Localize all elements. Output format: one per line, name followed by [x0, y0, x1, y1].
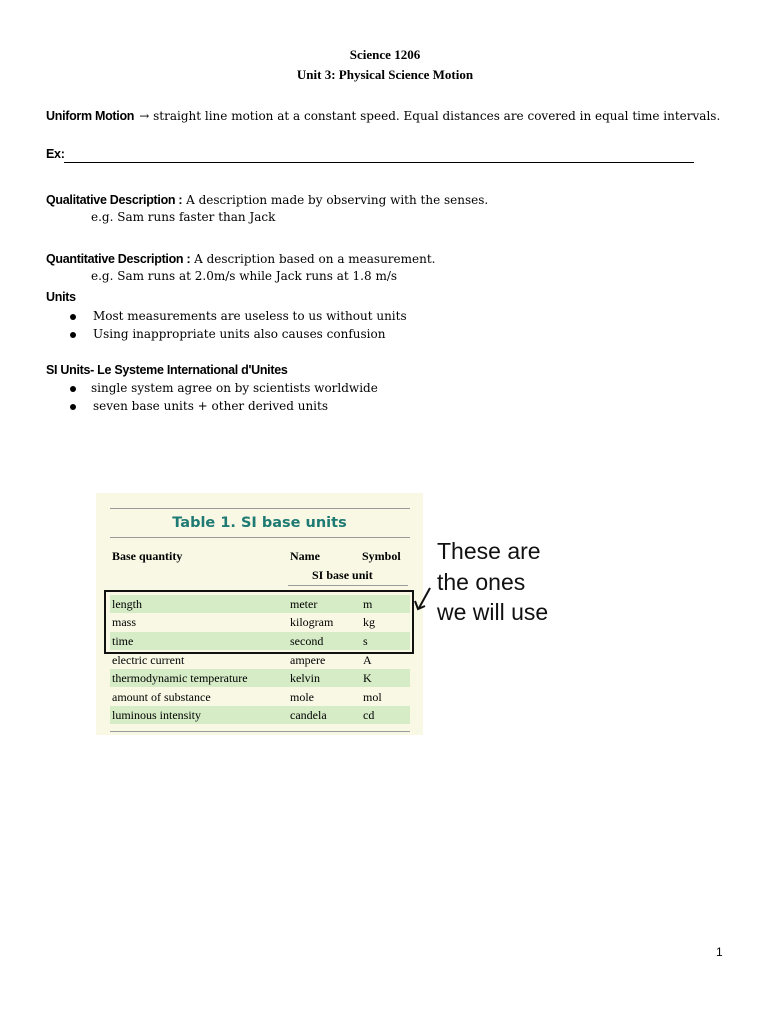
annotation-note [437, 536, 548, 628]
table-row [110, 669, 410, 687]
cell-quantity: length [112, 597, 142, 611]
cell-symbol: A [363, 653, 372, 667]
table-title: Table 1. SI base units [172, 515, 347, 531]
cell-name: second [290, 634, 324, 648]
units-heading: Units [46, 290, 76, 304]
table-header-rule [110, 537, 410, 538]
note-line-1: These are [437, 538, 541, 564]
si-bullet-1: single system agree on by scientists worldwide [91, 381, 378, 395]
cell-symbol: mol [363, 690, 382, 704]
cell-name: ampere [290, 653, 326, 667]
quantitative-definition: A description based on a measurement. [190, 252, 436, 266]
quantitative-line [46, 248, 436, 267]
unit-title: Unit 3: Physical Science Motion [296, 67, 474, 82]
group-header-rule [288, 585, 408, 586]
qualitative-definition: A description made by observing with the senses. [182, 193, 489, 207]
cell-quantity: electric current [112, 653, 185, 667]
pointer-arrow-icon [412, 584, 434, 614]
si-base-units-table [96, 493, 423, 735]
cell-quantity: luminous intensity [112, 708, 202, 722]
column-header-quantity: Base quantity [112, 549, 183, 563]
column-header-name: Name [290, 549, 320, 563]
note-line-3: we will use [437, 599, 549, 625]
qualitative-example: e.g. Sam runs faster than Jack [91, 210, 276, 224]
table-row [110, 706, 410, 724]
column-group-header: SI base unit [312, 568, 373, 582]
cell-quantity: time [112, 634, 134, 648]
si-bullet-2: seven base units + other derived units [93, 399, 328, 413]
uniform-motion-definition: straight line motion at a constant speed. Equal distances are covered in equal time intervals. [149, 109, 721, 123]
bullet-icon [70, 386, 76, 392]
cell-quantity: amount of substance [112, 690, 211, 704]
cell-symbol: m [363, 597, 373, 611]
uniform-motion-term: Uniform Motion [46, 109, 135, 123]
cell-symbol: kg [363, 615, 375, 629]
cell-quantity: mass [112, 615, 136, 629]
cell-symbol: cd [363, 708, 375, 722]
highlight-box [104, 590, 414, 654]
table-top-rule [110, 508, 410, 509]
table-row [110, 688, 410, 706]
bullet-icon [70, 314, 76, 320]
course-title: Science 1206 [349, 47, 421, 62]
cell-quantity: thermodynamic temperature [112, 671, 248, 685]
bullet-icon [70, 404, 76, 410]
uniform-motion-line [46, 105, 720, 124]
quantitative-example: e.g. Sam runs at 2.0m/s while Jack runs at 1.8 m/s [91, 269, 398, 283]
example-blank-line [64, 162, 694, 163]
note-line-2: the ones [437, 568, 526, 595]
qualitative-line [46, 189, 488, 208]
example-label: Ex: [46, 147, 65, 161]
arrow-right-icon: → [139, 109, 150, 123]
table-bottom-rule [110, 731, 410, 732]
cell-name: candela [290, 708, 327, 722]
cell-name: mole [290, 690, 314, 704]
si-units-heading: SI Units- Le Systeme International d'Unites [46, 363, 288, 377]
cell-name: kilogram [290, 615, 334, 629]
page-number: 1 [716, 945, 723, 959]
quantitative-term: Quantitative Description : [46, 252, 191, 266]
bullet-icon [70, 332, 76, 338]
units-bullet-1: Most measurements are useless to us without units [93, 309, 407, 323]
cell-symbol: s [363, 634, 368, 648]
cell-name: meter [290, 597, 318, 611]
cell-name: kelvin [290, 671, 320, 685]
cell-symbol: K [363, 671, 372, 685]
column-header-symbol: Symbol [362, 549, 401, 563]
units-bullet-2: Using inappropriate units also causes confusion [93, 327, 386, 341]
qualitative-term: Qualitative Description : [46, 193, 183, 207]
